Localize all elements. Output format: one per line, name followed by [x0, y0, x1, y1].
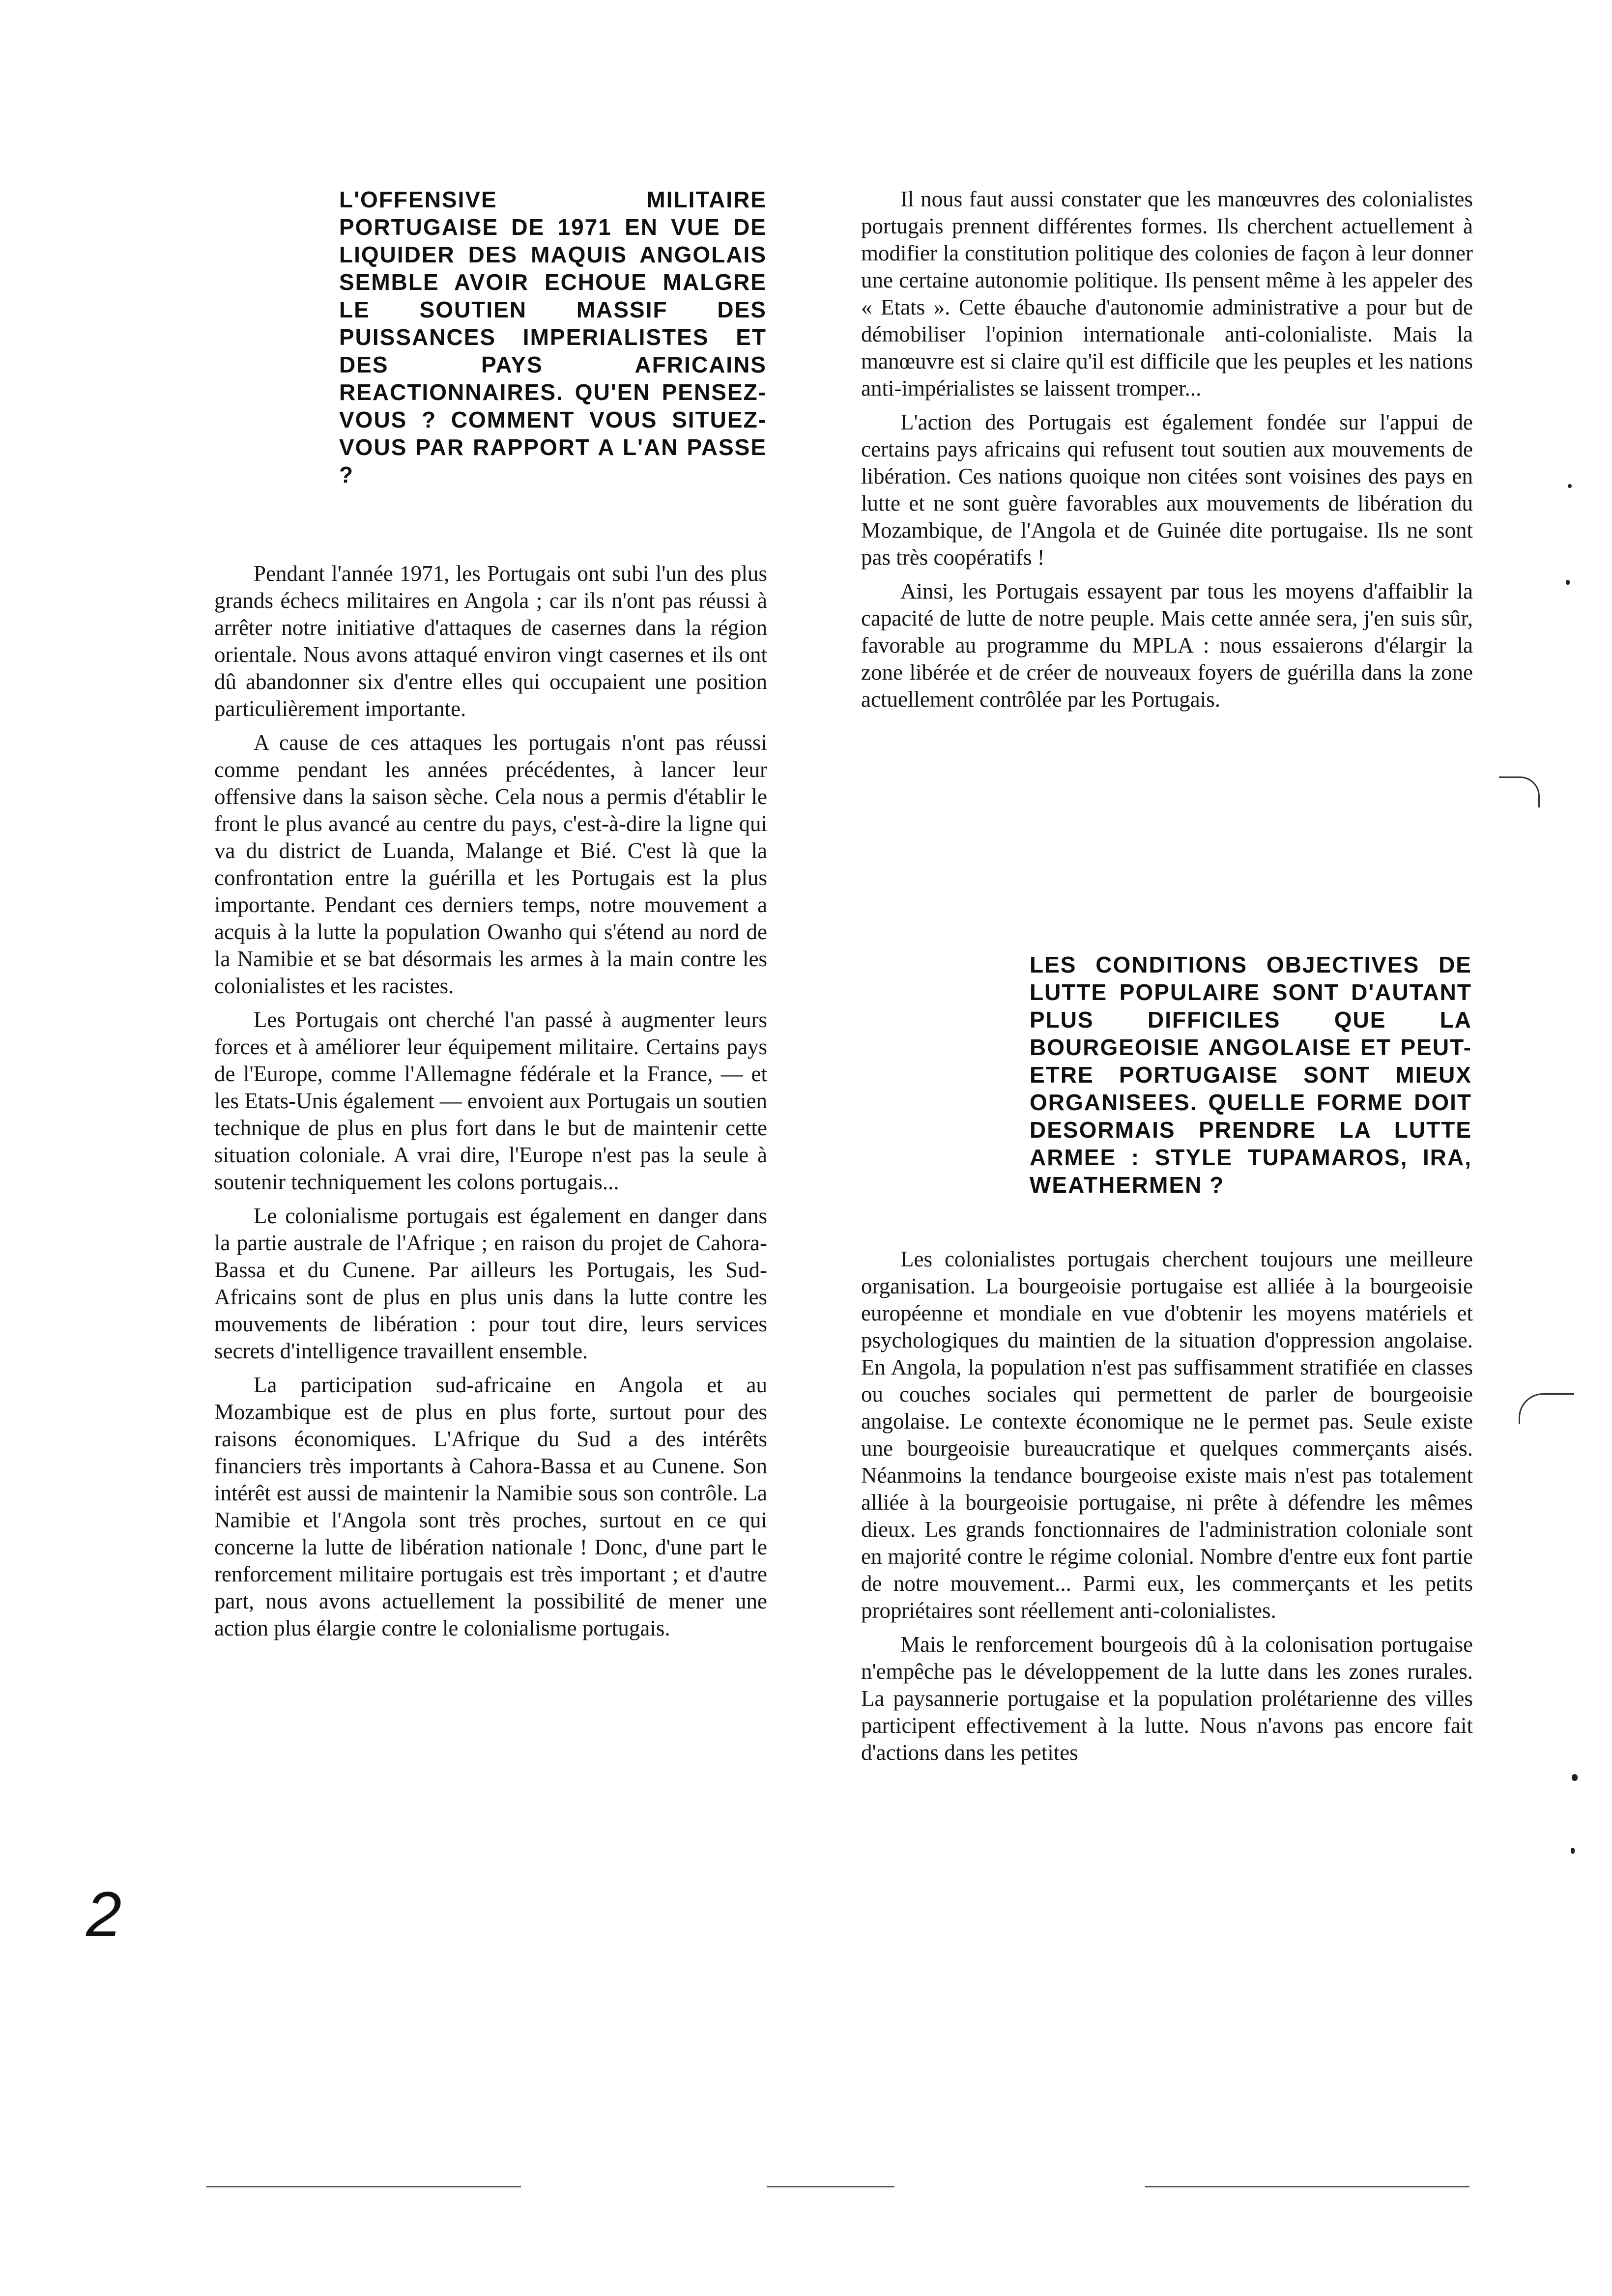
paragraph: Les Portugais ont cherché l'an passé à augmenter leurs forces et à améliorer leur équipement militaire. Certains pays de l'Europe, comme l'Allemagne fédérale et la France, — et les Etats-Unis également — envoient aux Portugais un soutien technique de plus en plus fort dans le but de maintenir cette situation coloniale. A vrai dire, l'Europe n'est pas la seule à soutenir techniquement les colons portugais...	[214, 1007, 767, 1194]
paragraph: Les colonialistes portugais cherchent toujours une meilleure organisation. La bourgeoisie portugaise est alliée à la bourgeoisie européenne et mondiale en vue d'obtenir les moyens matériels et psychologiques du maintien de la situation d'oppression angolaise. En Angola, la population n'est pas suffisamment stratifiée en classes ou couches sociales qui permettent de parler de bourgeoisie angolaise. Le contexte économique ne le permet pas. Seule existe une bourgeoisie bureaucratique et quelques commerçants aisés. Néanmoins la tendance bourgeoise existe mais n'est pas totalement alliée à la bourgeoisie portugaise, ni prête à défendre les mêmes dieux. Les grands fonctionnaires de l'administration coloniale sont en majorité contre le régime colonial. Nombre d'entre eux font partie de notre mouvement... Parmi eux, les commerçants et les petits propriétaires sont réellement anti-colonialistes.	[861, 1247, 1473, 1623]
right-column-bottom-text	[861, 1246, 1473, 1773]
scan-speck	[1572, 1774, 1578, 1781]
scan-bracket-mark	[1519, 1393, 1574, 1424]
scan-speck	[1566, 580, 1570, 585]
left-column-text	[214, 560, 767, 1649]
scan-bracket-mark	[1499, 776, 1540, 807]
scan-speck	[1568, 484, 1572, 488]
bottom-rule-middle	[767, 2186, 894, 2187]
paragraph: Ainsi, les Portugais essayent par tous les moyens d'affaiblir la capacité de lutte de notre peuple. Mais cette année sera, j'en suis sûr, favorable au programme du MPLA : nous essaierons d'élargir la zone libérée et de créer de nouveaux foyers de guérilla dans la zone actuellement contrôlée par les Portugais.	[861, 579, 1473, 712]
interview-question-1: L'OFFENSIVE MILITAIRE PORTUGAISE DE 1971 EN VUE DE LIQUIDER DES MAQUIS ANGOLAIS SEMBLE AVOIR ECHOUE MALGRE LE SOUTIEN MASSIF DES PUISSANCES IMPERIALISTES ET DES PAYS AFRICAINS REACTIONNAIRES. QU'EN PENSEZ-VOUS ? COMMENT VOUS SITUEZ-VOUS PAR RAPPORT A L'AN PASSE ?	[339, 187, 767, 488]
page-number: 2	[86, 1878, 122, 1950]
paragraph: Le colonialisme portugais est également en danger dans la partie australe de l'Afrique ; en raison du projet de Cahora-Bassa et du Cunene. Par ailleurs les Portugais, les Sud-Africains sont de plus en plus unis dans la lutte contre les mouvements de libération : pour tout dire, leurs services secrets d'intelligence travaillent ensemble.	[214, 1204, 767, 1363]
paragraph: La participation sud-africaine en Angola et au Mozambique est de plus en plus forte, surtout pour des raisons économiques. L'Afrique du Sud a des intérêts financiers très importants à Cahora-Bassa et au Cunene. Son intérêt est aussi de maintenir la Namibie sous son contrôle. La Namibie et l'Angola sont très proches, surtout en ce qui concerne la lutte de libération nationale ! Donc, d'une part le renforcement militaire portugais est très important ; et d'autre part, nous avons actuellement la possibilité de mener une action plus élargie contre le colonialisme portugais.	[214, 1373, 767, 1640]
paragraph: Pendant l'année 1971, les Portugais ont subi l'un des plus grands échecs militaires en Angola ; car ils n'ont pas réussi à arrêter notre initiative d'attaques de casernes dans la région orientale. Nous avons attaqué environ vingt casernes et ils ont dû abandonner six d'entre elles qui occupaient une position particulièrement importante.	[214, 561, 767, 721]
bottom-rule-right	[1145, 2186, 1469, 2187]
scan-speck	[1571, 1848, 1575, 1854]
paragraph: Mais le renforcement bourgeois dû à la colonisation portugaise n'empêche pas le développement de la lutte dans les zones rurales. La paysannerie portugaise et la population prolétarienne des villes participent effectivement à la lutte. Nous n'avons pas encore fait d'actions dans les petites	[861, 1632, 1473, 1765]
right-column-top-text	[861, 186, 1473, 720]
paragraph: L'action des Portugais est également fondée sur l'appui de certains pays africains qui refusent tout soutien aux mouvements de libération. Ces nations quoique non citées sont voisines des pays en lutte et ne sont guère favorables aux mouvements de libération du Mozambique, de l'Angola et de Guinée dite portugaise. Ils ne sont pas très coopératifs !	[861, 410, 1473, 570]
paragraph: Il nous faut aussi constater que les manœuvres des colonialistes portugais prennent différentes formes. Ils cherchent actuellement à modifier la constitution politique des colonies de façon à leur donner une certaine autonomie politique. Ils pensent même à les appeler des « Etats ». Cette ébauche d'autonomie administrative a pour but de démobiliser l'opinion internationale anti-colonialiste. Mais la manœuvre est si claire qu'il est difficile que les peuples et les nations anti-impérialistes se laissent tromper...	[861, 187, 1473, 401]
interview-question-2: LES CONDITIONS OBJECTIVES DE LUTTE POPULAIRE SONT D'AUTANT PLUS DIFFICILES QUE LA BOURGEOISIE ANGOLAISE ET PEUT-ETRE PORTUGAISE SONT MIEUX ORGANISEES. QUELLE FORME DOIT DESORMAIS PRENDRE LA LUTTE ARMEE : STYLE TUPAMAROS, IRA, WEATHERMEN ?	[1030, 952, 1472, 1198]
paragraph: A cause de ces attaques les portugais n'ont pas réussi comme pendant les années précédentes, à lancer leur offensive dans la saison sèche. Cela nous a permis d'établir le front le plus avancé au centre du pays, c'est-à-dire la ligne qui va du district de Luanda, Malange et Bié. C'est là que la confrontation entre la guérilla et les Portugais est la plus importante. Pendant ces derniers temps, notre mouvement a acquis à la lutte la population Owanho qui s'étend au nord de la Namibie et se bat désormais les armes à la main contre les colonialistes et les racistes.	[214, 730, 767, 998]
bottom-rule-left	[206, 2186, 521, 2187]
